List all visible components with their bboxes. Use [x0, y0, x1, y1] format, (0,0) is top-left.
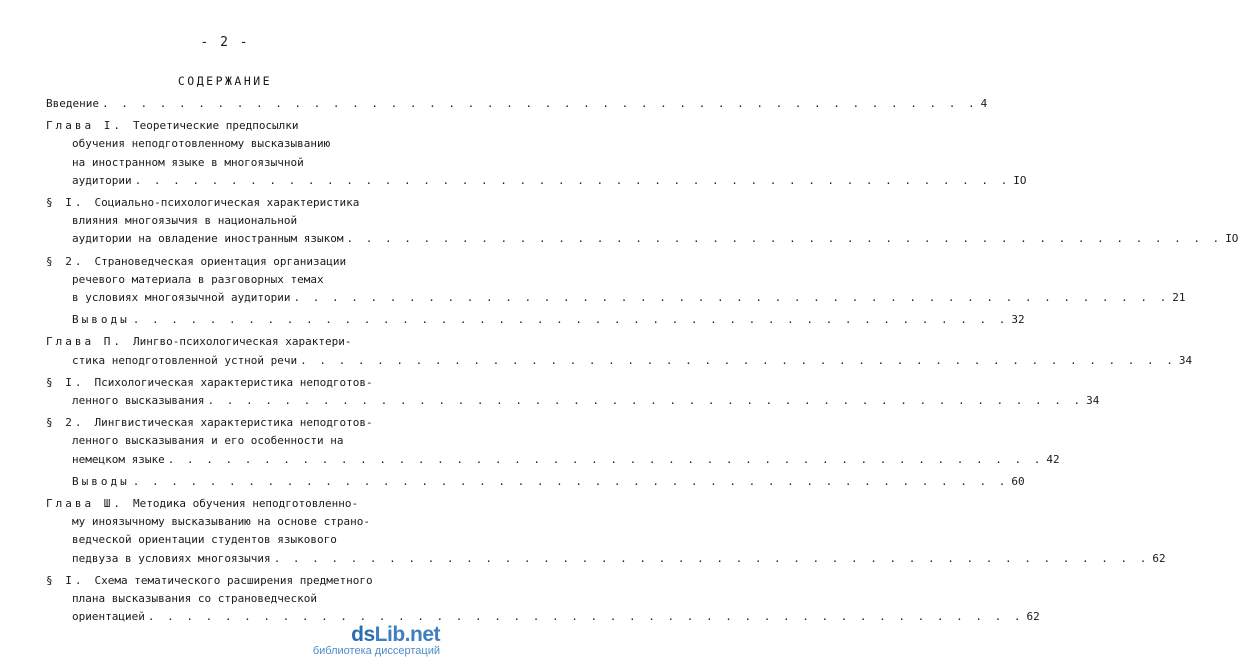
toc-entry[interactable] [46, 253, 1186, 308]
toc-entry[interactable] [46, 95, 988, 113]
watermark-subtitle: библиотека диссертаций [312, 645, 440, 657]
toc-entry-text: му иноязычному высказыванию на основе страно- [72, 515, 371, 529]
dot-leader: . . . . . . . . . . . . . . . . . . . . . . . . . . . . . . . . . . . . . . . . . . . . . . [132, 474, 1009, 488]
dot-leader: . . . . . . . . . . . . . . . . . . . . . . . . . . . . . . . . . . . . . . . . . . . . . . [300, 353, 1176, 367]
toc-entry-label: Глава Ш. [46, 497, 123, 511]
dot-leader: . . . . . . . . . . . . . . . . . . . . . . . . . . . . . . . . . . . . . . . . . . . . . . [167, 452, 1044, 466]
toc-entry[interactable] [46, 473, 1025, 491]
toc-entry-label: § I. [46, 375, 85, 389]
dot-leader: . . . . . . . . . . . . . . . . . . . . . . . . . . . . . . . . . . . . . . . . . . . . . . [207, 394, 1084, 408]
toc-entry-text: влияния многоязычия в национальной [72, 214, 298, 228]
toc-entry-label: § I. [46, 573, 85, 587]
toc-page-number: 60 [1011, 474, 1025, 488]
toc-title: СОДЕРЖАНИЕ [177, 74, 273, 88]
dot-leader: . . . . . . . . . . . . . . . . . . . . . . . . . . . . . . . . . . . . . . . . . . . . . . [134, 173, 1011, 187]
toc-entry-text: Схема тематического расширения предметного [94, 573, 373, 587]
toc-entry-text: ведческой ориентации студентов языкового [72, 533, 337, 547]
table-of-contents [46, 95, 1238, 630]
toc-entry-text: аудитории на овладение иностранным языком [72, 232, 344, 246]
watermark-logo[interactable] [313, 623, 440, 657]
toc-entry-text: Методика обучения неподготовленно- [132, 497, 359, 511]
dot-leader: . . . . . . . . . . . . . . . . . . . . . . . . . . . . . . . . . . . . . . . . . . . . . . [273, 551, 1150, 565]
toc-entry-text: ориентацией [72, 610, 145, 624]
toc-entry[interactable] [46, 414, 1060, 469]
dot-leader: . . . . . . . . . . . . . . . . . . . . . . . . . . . . . . . . . . . . . . . . . . . . . . [132, 313, 1009, 327]
toc-entry-text: ленного высказывания [72, 394, 205, 408]
dot-leader: . . . . . . . . . . . . . . . . . . . . . . . . . . . . . . . . . . . . . . . . . . . . . . [293, 291, 1170, 305]
toc-page-number: 4 [980, 97, 988, 110]
toc-page-number: 34 [1086, 394, 1100, 408]
toc-entry[interactable] [46, 333, 1193, 369]
toc-entry-text: Выводы [72, 313, 130, 327]
toc-entry-text: плана высказывания со страноведческой [72, 592, 318, 606]
toc-entry-label: § I. [46, 196, 85, 210]
dot-leader: . . . . . . . . . . . . . . . . . . . . . . . . . . . . . . . . . . . . . . . . . . . . . . [346, 232, 1223, 246]
toc-entry-text: аудитории [72, 173, 132, 187]
toc-entry-text: Страноведческая ориентация организации [94, 254, 347, 268]
toc-page-number: IO [1225, 232, 1238, 246]
toc-entry-text: стика неподготовленной устной речи [72, 353, 298, 367]
toc-entry-label: Глава I. [46, 119, 123, 133]
dot-leader: . . . . . . . . . . . . . . . . . . . . . . . . . . . . . . . . . . . . . . . . . . . . . . [147, 610, 1024, 624]
toc-entry-text: Теоретические предпосылки [132, 119, 299, 133]
toc-entry[interactable] [46, 311, 1025, 329]
toc-entry-label: § 2. [46, 416, 85, 430]
toc-entry-label: Глава П. [46, 335, 123, 349]
toc-entry-text: Лингво-психологическая характери- [132, 335, 352, 349]
toc-entry[interactable] [46, 374, 1100, 410]
toc-entry-text: педвуза в условиях многоязычия [72, 551, 271, 565]
toc-page-number: 21 [1172, 291, 1186, 305]
toc-entry-text: Социально-психологическая характеристика [94, 196, 360, 210]
toc-page-number: 32 [1011, 313, 1025, 327]
toc-page-number: 34 [1178, 353, 1193, 367]
toc-entry-text: в условиях многоязычной аудитории [72, 291, 291, 305]
toc-page-number: 42 [1046, 452, 1060, 466]
watermark-brand: dsLib.net [351, 623, 440, 646]
toc-page-number: 62 [1152, 551, 1166, 565]
toc-page-number: IO [1013, 173, 1027, 187]
toc-page-number: 62 [1026, 610, 1040, 624]
toc-entry-text: Выводы [72, 474, 130, 488]
dot-leader: . . . . . . . . . . . . . . . . . . . . . . . . . . . . . . . . . . . . . . . . . . . . . . [101, 97, 978, 110]
toc-entry-text: Психологическая характеристика неподготов- [94, 375, 373, 389]
toc-entry-text: обучения неподготовленному высказыванию [72, 137, 331, 151]
toc-entry-text: на иностранном языке в многоязычной [72, 155, 304, 169]
toc-entry-text: Введение [46, 97, 99, 110]
toc-entry-text: немецком языке [72, 452, 165, 466]
toc-entry[interactable] [46, 495, 1166, 568]
toc-entry[interactable] [46, 572, 1040, 627]
toc-entry[interactable] [46, 194, 1238, 249]
toc-entry[interactable] [46, 117, 1027, 190]
toc-entry-text: речевого материала в разговорных темах [72, 272, 324, 286]
toc-entry-text: Лингвистическая характеристика неподготов- [94, 416, 373, 430]
page-number: - 2 - [200, 35, 250, 50]
toc-entry-label: § 2. [46, 254, 85, 268]
toc-entry-text: ленного высказывания и его особенности на [72, 434, 344, 448]
